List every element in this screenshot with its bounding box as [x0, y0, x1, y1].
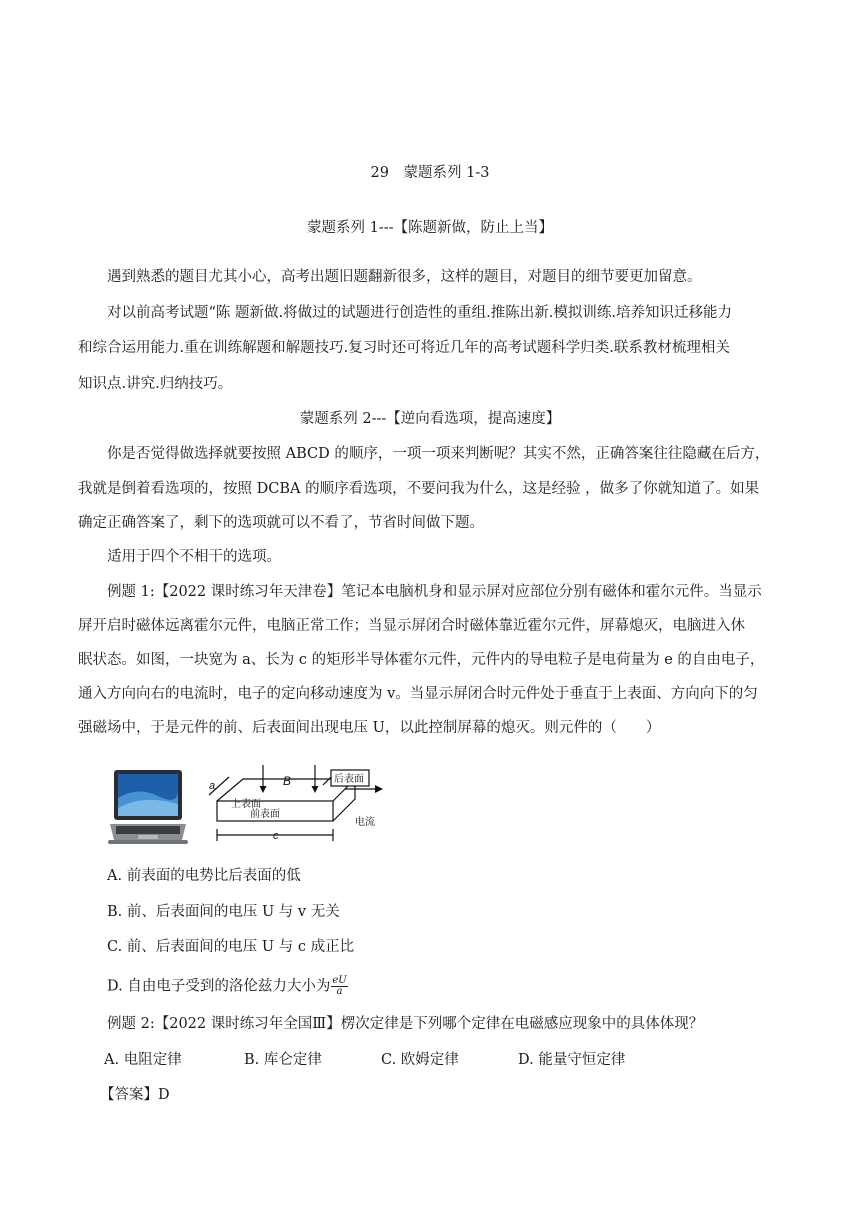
label-back-surface: 后表面 [334, 774, 364, 785]
section2-heading: 蒙题系列 2---【逆向看选项，提高速度】 [299, 411, 561, 427]
section1-heading: 蒙题系列 1---【陈题新做，防止上当】 [306, 220, 554, 236]
answer-line: 【答案】D [100, 1087, 170, 1103]
paragraph-line: 对以前高考试题“陈 题新做.将做过的试题进行创造性的重组.推陈出新.模拟训练.培养知识迁移能力 [107, 305, 732, 321]
label-top-surface: 上表面 [231, 799, 261, 810]
label-current: 电流 [355, 817, 375, 828]
example1-line: 例题 1:【2022 课时练习年天津卷】笔记本电脑机身和显示屏对应部位分别有磁体和霍尔元件。当显示 [107, 584, 762, 600]
example1-line: 强磁场中，于是元件的前、后表面间出现电压 U，以此控制屏幕的熄灭。则元件的（ ） [78, 720, 661, 736]
example2-option-d[interactable]: D. 能量守恒定律 [518, 1052, 626, 1068]
option-b[interactable]: B. 前、后表面间的电压 U 与 v 无关 [107, 904, 340, 920]
paragraph-line: 适用于四个不相干的选项。 [107, 549, 281, 565]
paragraph-line: 我就是倒着看选项的，按照 DCBA 的顺序看选项，不要问我为什么，这是经验 ，做多了你就知道了。如果 [78, 481, 760, 497]
paragraph-line: 和综合运用能力.重在训练解题和解题技巧.复习时还可将近几年的高考试题科学归类.联系教材梳理相关 [78, 340, 730, 356]
label-front-surface: 前表面 [250, 809, 280, 820]
label-a: a [209, 780, 216, 792]
page-title: 29 蒙题系列 1-3 [370, 165, 490, 181]
example1-line: 眠状态。如图，一块宽为 a、长为 c 的矩形半导体霍尔元件，元件内的导电粒子是电荷量为 e 的自由电子， [78, 652, 765, 668]
example2-option-b[interactable]: B. 库仑定律 [244, 1052, 322, 1068]
paragraph-line: 知识点.讲究.归纳技巧。 [78, 376, 233, 392]
example2-option-a[interactable]: A. 电阻定律 [104, 1052, 182, 1068]
option-d-text: D. 自由电子受到的洛伦兹力大小为 [107, 978, 331, 995]
fraction-eu-over-a: $\frac{eU}{a}$ [332, 975, 347, 997]
hall-element-diagram [205, 765, 395, 847]
label-c: c [273, 830, 279, 842]
example1-line: 屏开启时磁体远离霍尔元件，电脑正常工作；当显示屏闭合时磁体靠近霍尔元件，屏幕熄灭，电脑进入休 [78, 618, 745, 634]
paragraph-line: 你是否觉得做选择就要按照 ABCD 的顺序，一项一项来判断呢？其实不然，正确答案往往隐藏在后方， [107, 446, 770, 462]
label-b: B [283, 774, 292, 788]
option-a[interactable]: A. 前表面的电势比后表面的低 [107, 868, 301, 884]
example1-line: 通入方向向右的电流时，电子的定向移动速度为 v。当显示屏闭合时元件处于垂直于上表面、方向向下的匀 [78, 686, 758, 702]
example2-option-c[interactable]: C. 欧姆定律 [381, 1052, 459, 1068]
laptop-image [108, 768, 188, 846]
paragraph-line: 遇到熟悉的题目尤其小心，高考出题旧题翻新很多，这样的题目，对题目的细节要更加留意。 [107, 269, 702, 285]
example2-options [0, 1053, 860, 1073]
option-c[interactable]: C. 前、后表面间的电压 U 与 c 成正比 [107, 939, 355, 955]
paragraph-line: 确定正确答案了，剩下的选项就可以不看了，节省时间做下题。 [78, 515, 484, 531]
option-d[interactable] [107, 976, 348, 997]
example2-question: 例题 2:【2022 课时练习年全国Ⅲ】楞次定律是下列哪个定律在电磁感应现象中的具体体现？ [107, 1016, 704, 1032]
